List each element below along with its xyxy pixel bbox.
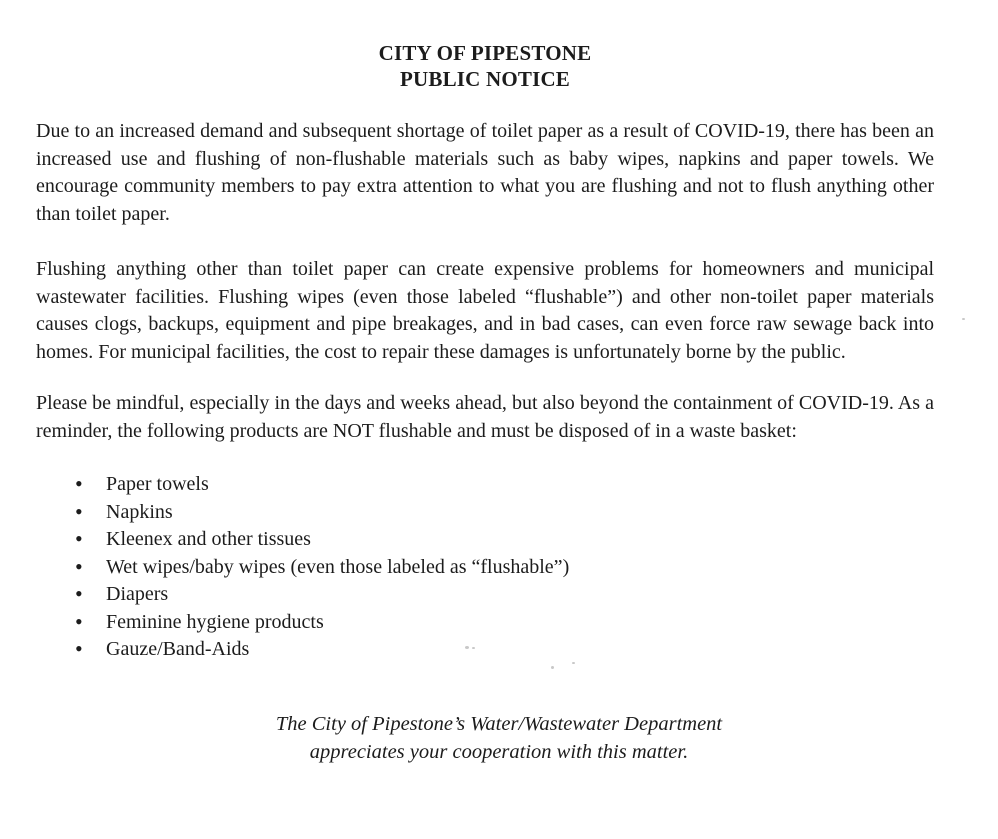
list-item-text: Kleenex and other tissues	[106, 528, 311, 550]
list-item	[36, 554, 934, 582]
footer-signature	[36, 710, 934, 766]
list-item-text: Napkins	[106, 500, 173, 523]
bullet-icon: •	[75, 471, 83, 496]
title-line-city: CITY OF PIPESTONE	[378, 41, 592, 65]
paragraph-flushing-problems: Flushing anything other than toilet paper can create expensive problems for homeowners and municipal wastewater facilities. Flushing wipes (even those labeled “flushable”) and other non-toilet paper materials causes clogs, backups, equipment and pipe breakages, and in bad cases, can even force raw sewage back into homes. For municipal facilities, the cost to repair these damages is unfortunately borne by the public.	[36, 258, 934, 363]
bullet-icon: •	[75, 553, 83, 579]
scan-speckle	[551, 666, 554, 669]
list-item-text: Feminine hygiene products	[106, 610, 324, 633]
footer-line-department: The City of Pipestone’s Water/Wastewater Department	[275, 712, 723, 735]
scan-speckle	[962, 318, 965, 320]
non-flushable-items-list	[36, 471, 934, 664]
list-item-text: Wet wipes/baby wipes (even those labeled as “flushable”)	[106, 555, 570, 578]
bullet-icon: •	[75, 581, 83, 606]
bullet-icon: •	[75, 526, 83, 551]
list-item-text: Paper towels	[106, 473, 209, 495]
document-title	[36, 40, 934, 92]
scan-speckle	[572, 662, 575, 664]
list-item-text: Diapers	[106, 583, 169, 605]
paragraph-covid-shortage: Due to an increased demand and subsequent shortage of toilet paper as a result of COVID-19, there has been an increased use and flushing of non-flushable materials such as baby wipes, napkins and paper towels. We encourage community members to pay extra attention to what you are flushing and not to flush anything other than toilet paper.	[36, 120, 934, 225]
bullet-icon: •	[75, 636, 83, 661]
list-item	[36, 581, 934, 609]
list-item	[36, 526, 934, 554]
list-item	[36, 636, 934, 664]
scan-speckle	[465, 646, 469, 649]
title-line-notice: PUBLIC NOTICE	[399, 67, 571, 91]
footer-line-cooperation: appreciates your cooperation with this matter.	[309, 740, 689, 763]
bullet-icon: •	[75, 498, 83, 524]
list-item	[36, 609, 934, 637]
scan-speckle	[472, 647, 475, 649]
list-item	[36, 471, 934, 499]
paragraph-be-mindful: Please be mindful, especially in the days and weeks ahead, but also beyond the containment of COVID-19. As a reminder, the following products are NOT flushable and must be disposed of in a waste basket:	[36, 392, 934, 442]
list-item-text: Gauze/Band-Aids	[106, 638, 250, 660]
list-item	[36, 499, 934, 527]
bullet-icon: •	[75, 608, 83, 634]
